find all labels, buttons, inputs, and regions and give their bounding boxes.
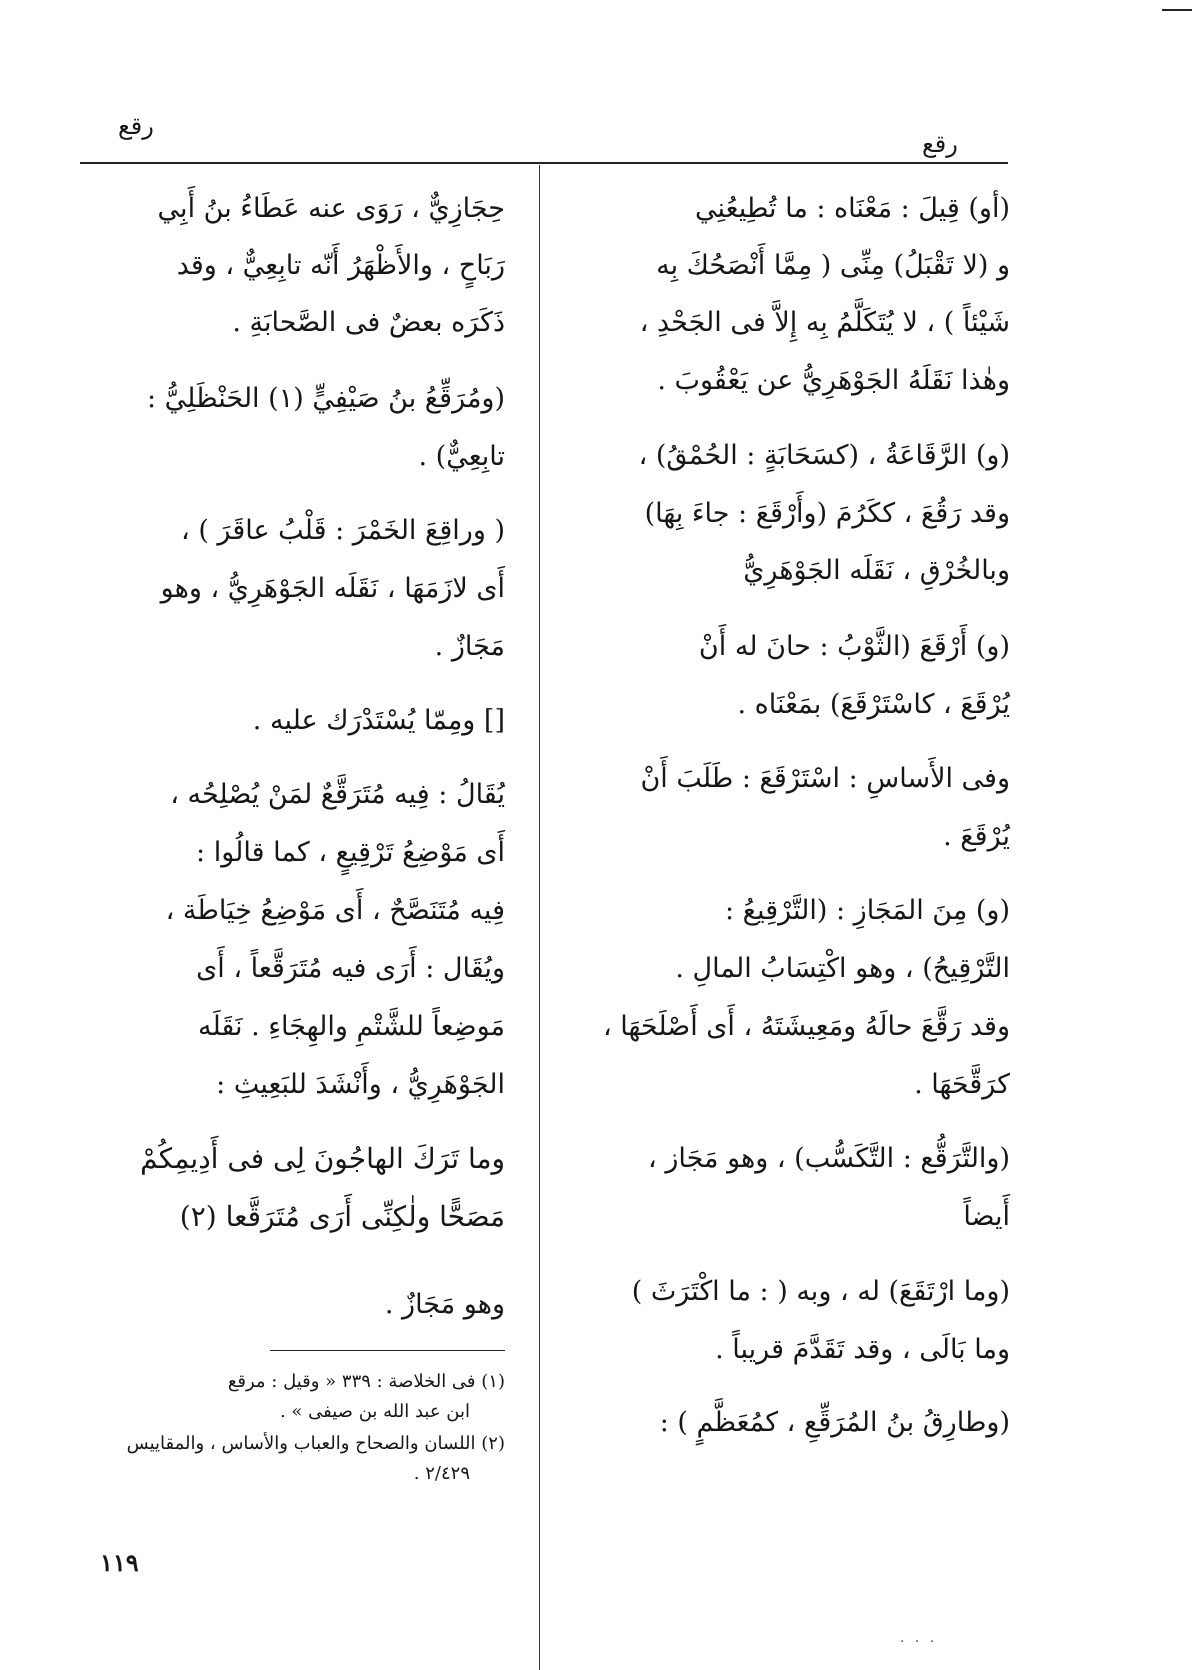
scan-speckle: · · · — [900, 1634, 938, 1650]
text-line: وبالخُرْقِ ، نَقَلَه الجَوْهَرِيُّ — [743, 555, 1010, 586]
text-line: يُرْقَعَ ، كاسْتَرْقَعَ) بمَعْنَاه . — [737, 689, 1010, 720]
text-line: (و) الرَّقَاعَةُ ، (كسَحَابَةٍ : الحُمْقُ) ، — [638, 440, 1010, 471]
text-line: التَّرْقِيحُ) ، وهو اكْتِسَابُ المالِ . — [675, 953, 1010, 984]
text-line: (و) أَرْقَعَ (الثَّوْبُ : حانَ له أَنْ — [698, 631, 1010, 662]
text-line: أَيضاً — [963, 1201, 1010, 1232]
text-line: (وما ارْتَقَعَ) له ، وبه ( : ما اكْتَرَثَ ) — [631, 1276, 1010, 1307]
footnote-1-continuation: ابن عبد الله بن صيفى » . — [279, 1401, 470, 1422]
header-rule — [80, 162, 1008, 164]
text-line: وما بَالَى ، وقد تَقَدَّمَ قريباً . — [715, 1334, 1010, 1365]
text-line: حِجَازِيٌّ ، رَوَى عنه عَطَاءُ بنُ أَبِي — [157, 193, 505, 224]
text-line: وقد رَقَّعَ حالَهُ ومَعِيشَتَهُ ، أَى أَصْلَحَهَا ، — [602, 1011, 1010, 1042]
text-line: مَجَازٌ . — [434, 631, 505, 662]
footnote-1: (١) فى الخلاصة : ٣٣٩ « وقيل : مرقع — [227, 1371, 505, 1392]
text-line: وفى الأَساسِ : اسْتَرْقَعَ : طَلَبَ أَنْ — [640, 763, 1010, 794]
text-line: مَوضِعاً للشَّتْمِ والهِجَاءِ . نَقَلَه — [197, 1011, 505, 1042]
text-line: أَى مَوْضِعُ تَرْقِيعٍ ، كما قالُوا : — [196, 837, 505, 868]
text-line: رَبَاحٍ ، والأَظْهَرُ أَنّه تابِعِيٌّ ، وقد — [176, 250, 505, 281]
text-line: فِيه مُتَنَصَّحٌ ، أَى مَوْضِعُ خِيَاطَة ، — [165, 895, 505, 926]
header-right-keyword: رقع — [922, 130, 958, 158]
corner-mark — [1162, 9, 1192, 11]
text-line: يُرْقَعَ . — [943, 821, 1010, 852]
text-line: ( وراقِعَ الخَمْرَ : قَلْبُ عاقَرَ ) ، — [181, 515, 505, 546]
header-left-keyword: رقع — [118, 112, 154, 140]
text-line: وهو مَجَازٌ . — [384, 1289, 505, 1320]
column-divider — [539, 165, 540, 1670]
text-line: (والتَّرَقُّع : التَّكَسُّب) ، وهو مَجَاز ، — [648, 1143, 1010, 1174]
poem-verse-line: وما تَرَكَ الهاجُونَ لِى فى أَدِيمِكُمْ — [140, 1142, 505, 1175]
text-line: الجَوْهَرِيُّ ، وأَنْشَدَ للبَعِيثِ : — [216, 1069, 505, 1100]
footnote-2: (٢) اللسان والصحاح والعباب والأساس ، والمقاييس — [126, 1433, 505, 1454]
text-line: ويُقَال : أَرَى فيه مُتَرَقَّعاً ، أَى — [196, 953, 505, 984]
editor-addendum-heading: [] ومِمّا يُسْتَدْرَك عليه . — [252, 705, 505, 736]
page-number: ١١٩ — [100, 1548, 139, 1577]
text-line: وهٰذا نَقَلَهُ الجَوْهَرِيُّ عن يَعْقُوبَ . — [657, 365, 1010, 396]
text-line: (وطارِقُ بنُ المُرَقِّعِ ، كمُعَظَّمٍ ) : — [659, 1407, 1010, 1438]
poem-verse-line: مَصَحًّا ولٰكِنِّى أَرَى مُتَرَقَّعا (٢) — [179, 1200, 505, 1233]
text-line: كرَقَّحَهَا . — [914, 1069, 1010, 1100]
footnote-rule — [270, 1350, 505, 1351]
footnote-2-continuation: ٢/٤٢٩ . — [413, 1463, 470, 1484]
text-line: تابِعِيٌّ) . — [418, 441, 505, 472]
text-line: أَى لازَمَهَا ، نَقَلَه الجَوْهَرِيُّ ، وهو — [160, 573, 505, 604]
text-line: (أو) قِيلَ : مَعْنَاه : ما تُطِيعُنِي — [695, 193, 1010, 224]
text-line: ذَكَرَه بعضٌ فى الصَّحابَةِ . — [232, 307, 505, 338]
text-line: و (لا تَقْبَلُ) مِنِّى ( مِمَّا أَنْصَحُكَ بِه — [656, 250, 1010, 281]
text-line: يُقَالُ : فِيه مُتَرَقَّعٌ لمَنْ يُصْلِحُه ، — [170, 779, 505, 810]
text-line: (ومُرَقِّعُ بنُ صَيْفِيٍّ (١) الحَنْظَلِيُّ : — [146, 383, 505, 414]
text-line: وقد رَقُعَ ، ككَرُمَ (وأَرْقَعَ : جاءَ بِهَا) — [644, 498, 1010, 529]
text-line: (و) مِنَ المَجَازِ : (التَّرْقِيعُ : — [725, 895, 1010, 926]
text-line: شَيْئاً ) ، لا يُتَكَلَّمُ بِه إِلاَّ فى الجَحْدِ ، — [639, 307, 1010, 338]
